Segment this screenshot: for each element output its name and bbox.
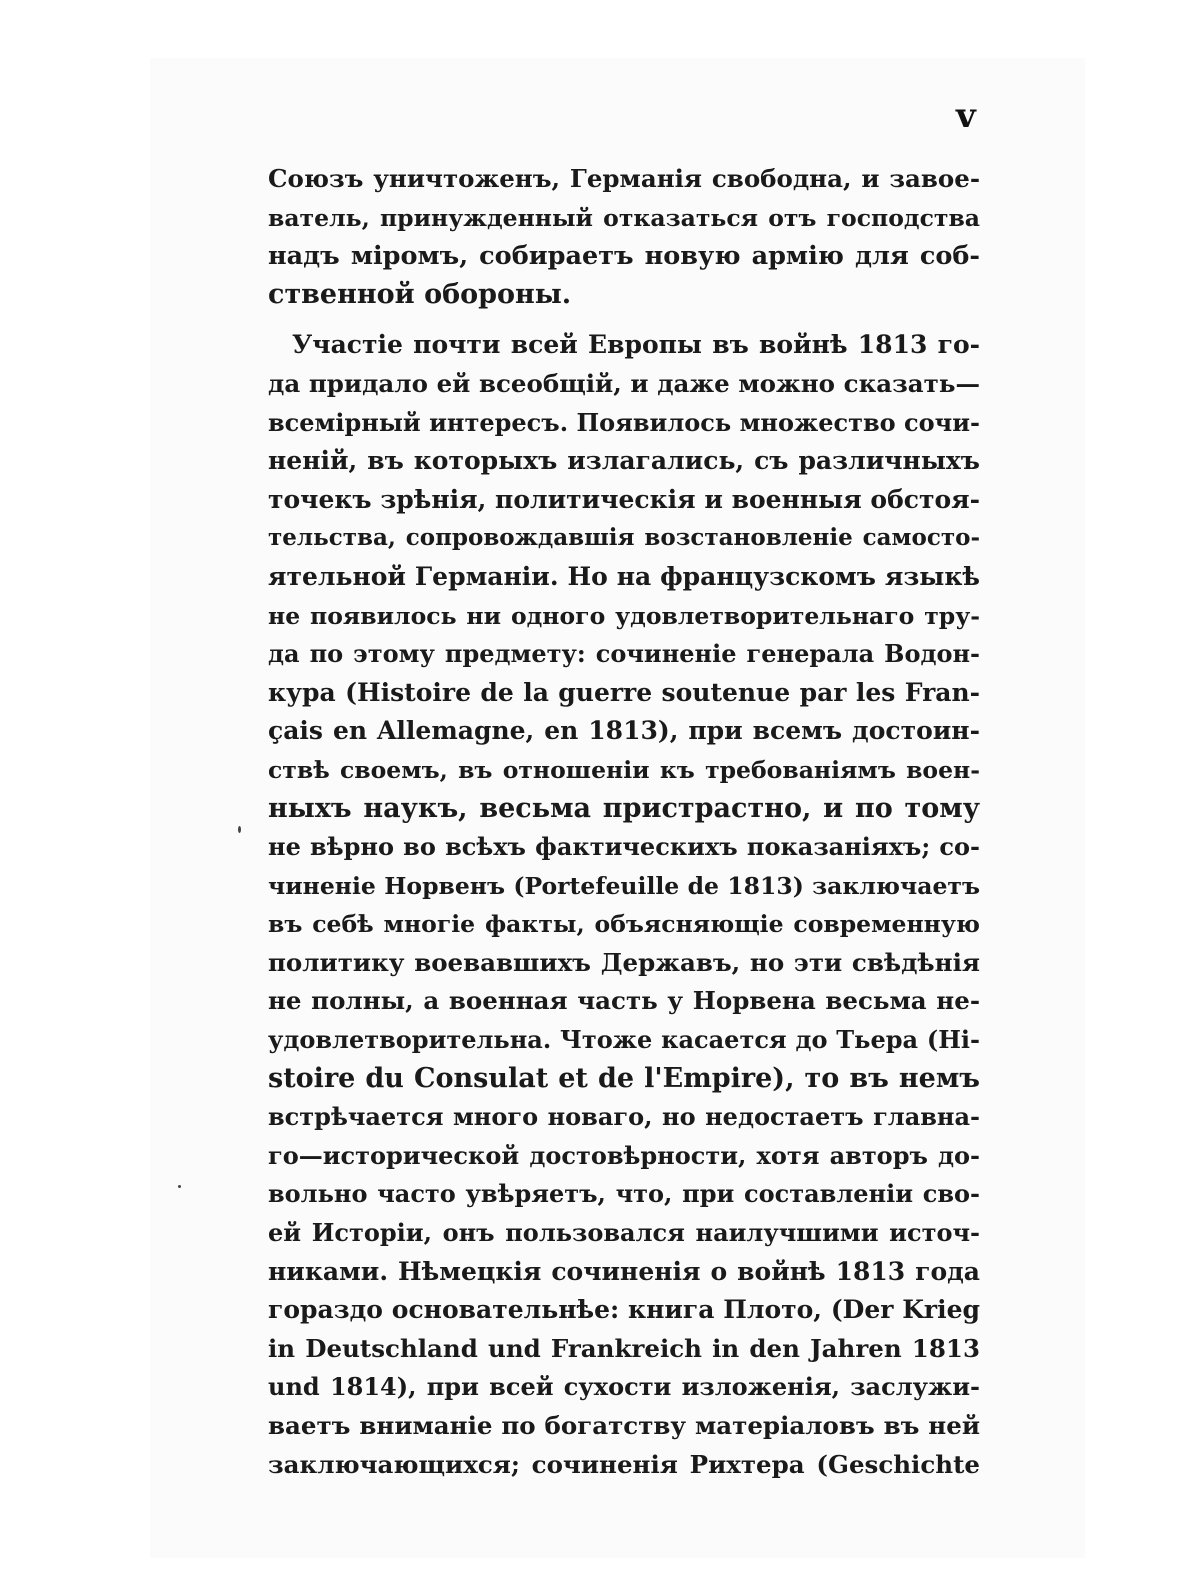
scan-speck — [238, 826, 241, 833]
text-line: вольно часто увѣряетъ, что, при составленіи сво- — [268, 1179, 980, 1209]
text-line: надъ міромъ, собираетъ новую армію для соб- — [268, 241, 980, 272]
text-line: тельства, сопровождавшія возстановленіе самосто- — [268, 524, 980, 552]
paragraph-2 — [268, 326, 980, 1484]
text-line: не полны, а военная часть у Норвена весьма не- — [268, 986, 980, 1016]
text-line: гораздо основательнѣе: книга Плото, (Der Krieg — [268, 1295, 980, 1325]
text-line: никами. Нѣмецкія сочиненія о войнѣ 1813 года — [268, 1256, 980, 1286]
text-line: не вѣрно во всѣхъ фактическихъ показаніяхъ; со- — [268, 832, 980, 862]
paragraph-1 — [268, 160, 980, 314]
text-line: не появилось ни одного удовлетворительнаго тру- — [268, 601, 980, 630]
text-line: ватель, принужденный отказаться отъ господства — [268, 203, 980, 232]
text-line: ятельной Германіи. Но на французскомъ языкѣ — [268, 561, 980, 591]
text-line: го—исторической достовѣрности, хотя авторъ до- — [268, 1140, 980, 1170]
text-line: политику воевавшихъ Державъ, но эти свѣдѣнія — [268, 947, 980, 977]
text-line: ствѣ своемъ, въ отношеніи къ требованіямъ воен- — [268, 755, 980, 784]
text-line: stoire du Consulat et de l'Empire), то въ немъ — [268, 1062, 980, 1094]
paragraph-gap — [268, 314, 980, 326]
text-line: всемірный интересъ. Появилось множество сочи- — [268, 407, 980, 437]
text-line: удовлетворительна. Чтоже касается до Тьера (Hi- — [268, 1025, 980, 1055]
text-line: ей Исторіи, онъ пользовался наилучшими источ- — [268, 1218, 980, 1248]
text-line: въ себѣ многіе факты, объясняющіе современную — [268, 910, 980, 939]
text-line: да придало ей всеобщій, и даже можно сказать— — [268, 368, 980, 398]
text-line: неній, въ которыхъ излагались, съ различныхъ — [268, 446, 980, 476]
text-line: çais en Allemagne, en 1813), при всемъ достоин- — [268, 716, 980, 746]
text-line: ваетъ вниманіе по богатству матеріаловъ въ ней — [268, 1411, 980, 1440]
text-line: Участіе почти всей Европы въ войнѣ 1813 го- — [292, 330, 980, 360]
text-line: Союзъ уничтоженъ, Германія свободна, и завое- — [268, 164, 980, 193]
text-line: точекъ зрѣнія, политическія и военныя обстоя- — [268, 484, 980, 514]
text-line: ственной обороны. — [268, 278, 572, 310]
text-line: встрѣчается много новаго, но недостаетъ главна- — [268, 1102, 980, 1132]
text-line: чиненіе Норвенъ (Portefeuille de 1813) заключаетъ — [268, 871, 980, 900]
page-number: v — [956, 96, 976, 136]
text-line: ныхъ наукъ, весьма пристрастно, и по тому — [268, 792, 980, 824]
text-line: заключающихся; сочиненія Рихтера (Geschichte — [268, 1449, 980, 1479]
text-line: in Deutschland und Frankreich in den Jahren 1813 — [268, 1333, 980, 1363]
body-text — [268, 160, 980, 1484]
text-line: кура (Histoire de la guerre soutenue par les Fran- — [268, 677, 980, 707]
scan-speck — [178, 1185, 181, 1188]
text-line: да по этому предмету: сочиненіе генерала Водон- — [268, 639, 980, 669]
text-line: und 1814), при всей сухости изложенія, заслужи- — [268, 1372, 980, 1402]
